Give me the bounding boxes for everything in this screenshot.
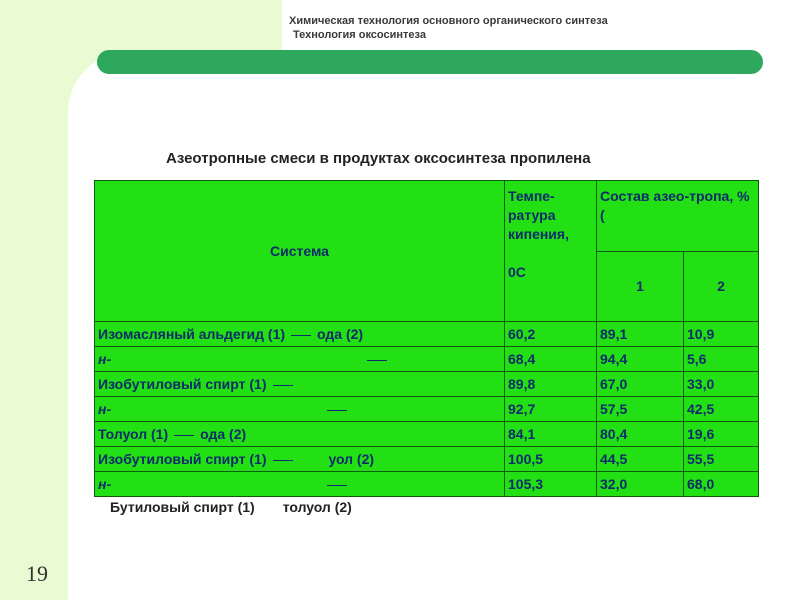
table-caption: Азеотропные смеси в продуктах оксосинтеза пропилена xyxy=(166,150,591,167)
row-temp: 68,4 xyxy=(505,347,597,372)
dash-mark xyxy=(367,360,387,361)
header-green-bar xyxy=(97,50,763,74)
overflow-row-text xyxy=(110,499,352,515)
row-c2: 5,6 xyxy=(684,347,759,372)
row-c2: 55,5 xyxy=(684,447,759,472)
system-right: ода (2) xyxy=(200,426,247,442)
system-left: Изомасляный альдегид (1) xyxy=(98,326,286,342)
azeotrope-table xyxy=(94,180,759,497)
table-row xyxy=(95,472,759,497)
row-c2: 42,5 xyxy=(684,397,759,422)
row-system xyxy=(95,422,505,447)
row-c1: 80,4 xyxy=(597,422,684,447)
overflow-left: Бутиловый спирт (1) xyxy=(110,499,255,515)
system-left: Изобутиловый спирт (1) xyxy=(98,451,267,467)
header-temperature-label: Темпе-ратура кипения, xyxy=(508,188,569,242)
page-number: 19 xyxy=(26,561,48,586)
table-row xyxy=(95,322,759,347)
header-col-1: 1 xyxy=(597,251,684,322)
overflow-right: толуол (2) xyxy=(282,499,352,515)
system-right: ода (2) xyxy=(317,326,364,342)
row-c1: 94,4 xyxy=(597,347,684,372)
row-temp: 60,2 xyxy=(505,322,597,347)
row-temp: 100,5 xyxy=(505,447,597,472)
table-row xyxy=(95,447,759,472)
row-system xyxy=(95,372,505,397)
row-system xyxy=(95,447,505,472)
row-temp: 84,1 xyxy=(505,422,597,447)
header-composition: Состав азео-тропа, % ( xyxy=(597,181,759,252)
dash-mark xyxy=(327,485,347,486)
row-c1: 89,1 xyxy=(597,322,684,347)
row-temp: 92,7 xyxy=(505,397,597,422)
row-c1: 44,5 xyxy=(597,447,684,472)
row-system xyxy=(95,472,505,497)
system-left: Изобутиловый спирт (1) xyxy=(98,376,267,392)
dash-mark xyxy=(273,460,293,461)
row-system xyxy=(95,397,505,422)
dash-mark xyxy=(273,385,293,386)
system-left: н- xyxy=(98,401,112,417)
row-temp: 89,8 xyxy=(505,372,597,397)
row-c2: 33,0 xyxy=(684,372,759,397)
row-c2: 19,6 xyxy=(684,422,759,447)
row-system xyxy=(95,322,505,347)
header-system: Система xyxy=(95,181,505,322)
system-right: уол (2) xyxy=(328,451,375,467)
table-row xyxy=(95,347,759,372)
dash-mark xyxy=(291,335,311,336)
table-row xyxy=(95,372,759,397)
table-row xyxy=(95,397,759,422)
row-system xyxy=(95,347,505,372)
row-c1: 32,0 xyxy=(597,472,684,497)
header-col-2: 2 xyxy=(684,251,759,322)
row-c2: 10,9 xyxy=(684,322,759,347)
system-left: н- xyxy=(98,351,112,367)
table-row xyxy=(95,422,759,447)
dash-mark xyxy=(174,435,194,436)
header-temperature-unit: 0С xyxy=(508,264,526,280)
row-c2: 68,0 xyxy=(684,472,759,497)
left-decor-band xyxy=(0,0,68,600)
system-left: Толуол (1) xyxy=(98,426,169,442)
row-c1: 67,0 xyxy=(597,372,684,397)
dash-mark xyxy=(327,410,347,411)
row-c1: 57,5 xyxy=(597,397,684,422)
header-temperature xyxy=(505,181,597,322)
row-temp: 105,3 xyxy=(505,472,597,497)
system-left: н- xyxy=(98,476,112,492)
header-subtitle: Технология оксосинтеза xyxy=(293,29,426,41)
header-title: Химическая технология основного органического синтеза xyxy=(289,15,608,27)
